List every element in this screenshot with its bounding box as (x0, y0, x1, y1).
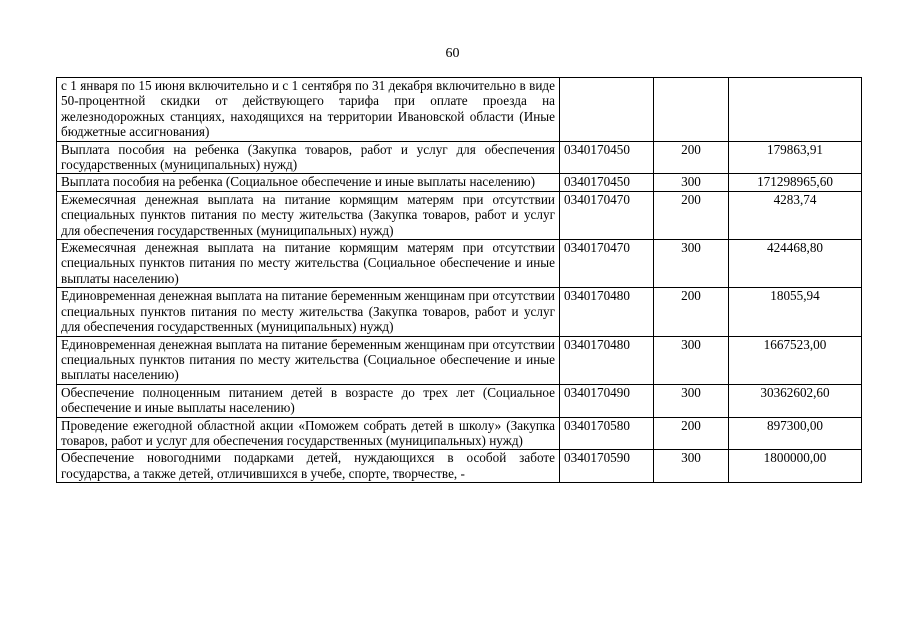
row-target-code: 0340170480 (560, 288, 654, 336)
row-amount: 1800000,00 (729, 450, 862, 483)
row-target-code: 0340170450 (560, 174, 654, 191)
row-expense-type: 300 (654, 336, 729, 384)
row-target-code: 0340170480 (560, 336, 654, 384)
row-expense-type: 300 (654, 450, 729, 483)
row-description: Единовременная денежная выплата на питание беременным женщинам при отсутствии специальных пунктов питания по месту жительства (Социальное обеспечение и иные выплаты населению) (57, 336, 560, 384)
row-amount: 1667523,00 (729, 336, 862, 384)
row-amount: 171298965,60 (729, 174, 862, 191)
table-row (57, 191, 862, 239)
row-expense-type: 300 (654, 240, 729, 288)
row-amount: 897300,00 (729, 417, 862, 450)
row-target-code: 0340170490 (560, 384, 654, 417)
row-amount: 4283,74 (729, 191, 862, 239)
table-row (57, 78, 862, 142)
table-row (57, 450, 862, 483)
row-target-code: 0340170580 (560, 417, 654, 450)
budget-table (56, 77, 862, 483)
row-description: Обеспечение полноценным питанием детей в возрасте до трех лет (Социальное обеспечение и иные выплаты населению) (57, 384, 560, 417)
row-description-text: Обеспечение новогодними подарками детей, нуждающихся в особой заботе государства, а также детей, отличившихся в учебе, спорте, творчестве, - (61, 450, 555, 481)
table-row (57, 417, 862, 450)
row-expense-type: 300 (654, 384, 729, 417)
table-row (57, 336, 862, 384)
row-expense-type: 200 (654, 288, 729, 336)
row-expense-type: 300 (654, 174, 729, 191)
row-description: Ежемесячная денежная выплата на питание кормящим матерям при отсутствии специальных пунктов питания по месту жительства (Закупка товаров, работ и услуг для обеспечения государственных (муниципальных) нужд) (57, 191, 560, 239)
row-target-code (560, 78, 654, 142)
row-description: Выплата пособия на ребенка (Социальное обеспечение и иные выплаты населению) (57, 174, 560, 191)
row-expense-type: 200 (654, 191, 729, 239)
row-amount: 424468,80 (729, 240, 862, 288)
row-description: Ежемесячная денежная выплата на питание кормящим матерям при отсутствии специальных пунктов питания по месту жительства (Социальное обеспечение и иные выплаты населению) (57, 240, 560, 288)
table-row (57, 288, 862, 336)
row-description (57, 450, 560, 483)
row-amount: 30362602,60 (729, 384, 862, 417)
row-expense-type: 200 (654, 141, 729, 174)
row-target-code: 0340170590 (560, 450, 654, 483)
row-target-code: 0340170450 (560, 141, 654, 174)
table-row (57, 141, 862, 174)
page-number: 60 (445, 46, 460, 61)
row-amount: 18055,94 (729, 288, 862, 336)
row-description: Выплата пособия на ребенка (Закупка товаров, работ и услуг для обеспечения государственных (муниципальных) нужд) (57, 141, 560, 174)
row-amount (729, 78, 862, 142)
table-row (57, 240, 862, 288)
table-row (57, 174, 862, 191)
table-row (57, 384, 862, 417)
row-description: с 1 января по 15 июня включительно и с 1 сентября по 31 декабря включительно в виде 50-процентной скидки от действующего тарифа при оплате проезда на железнодорожных станциях, находящихся на территории Ивановской области (Иные бюджетные ассигнования) (57, 78, 560, 142)
row-expense-type (654, 78, 729, 142)
row-description: Единовременная денежная выплата на питание беременным женщинам при отсутствии специальных пунктов питания по месту жительства (Закупка товаров, работ и услуг для обеспечения государственных (муниципальных) нужд) (57, 288, 560, 336)
row-amount: 179863,91 (729, 141, 862, 174)
row-target-code: 0340170470 (560, 240, 654, 288)
row-expense-type: 200 (654, 417, 729, 450)
row-target-code: 0340170470 (560, 191, 654, 239)
row-description: Проведение ежегодной областной акции «Поможем собрать детей в школу» (Закупка товаров, работ и услуг для обеспечения государственных (муниципальных) нужд) (57, 417, 560, 450)
